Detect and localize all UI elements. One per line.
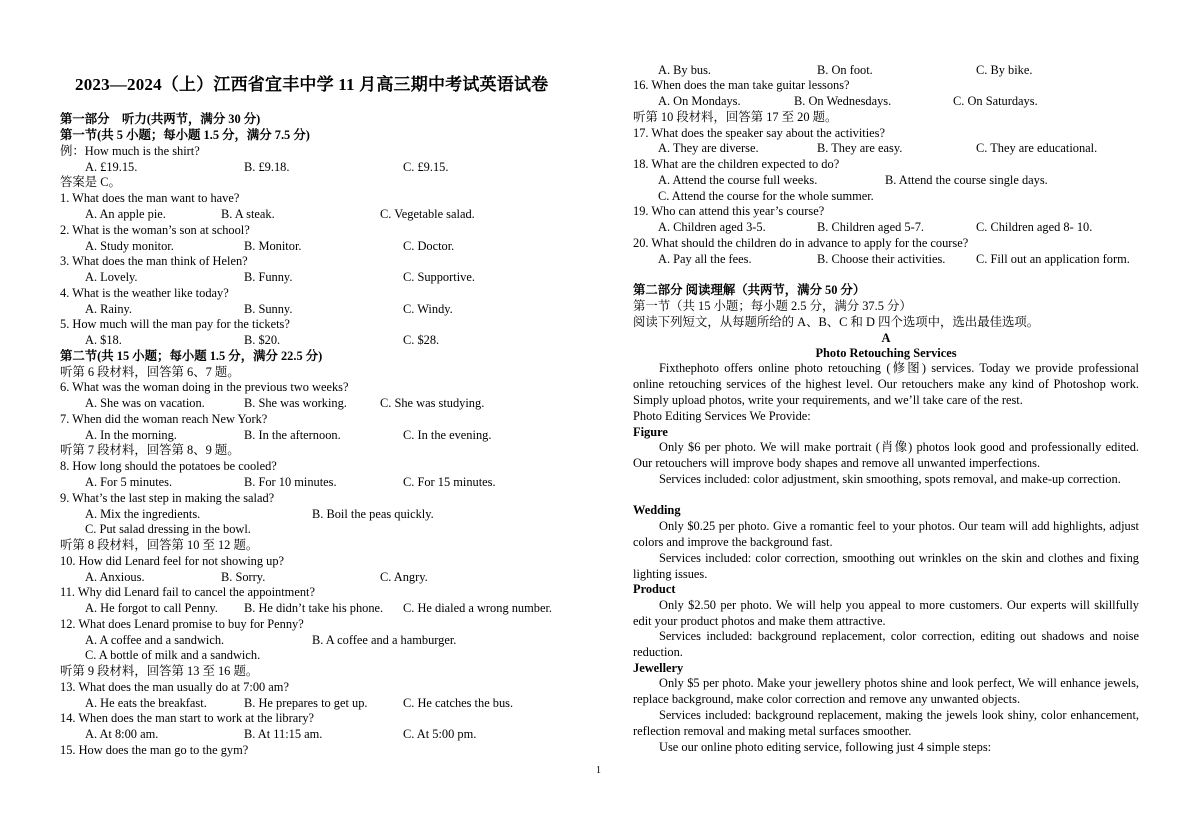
passage-title: Photo Retouching Services bbox=[815, 346, 957, 360]
passage-intro-text: Fixthephoto offers online photo retouching (修图) services. Today we provide professional online retouching services of the highest level. Our retouchers make any kind of Photoshop work. Simply upload photos, write your requirements, and we’ll take care of the rest. bbox=[633, 361, 1139, 407]
option-a: A. For 5 minutes. bbox=[85, 475, 173, 489]
jewellery-paragraph-2-text: Services included: background replacement, making the jewels look shiny, color enhancement, reflection removal and making metal surfaces smoother. bbox=[633, 708, 1139, 738]
option-c: C. Supportive. bbox=[403, 270, 475, 284]
option-b: B. Choose their activities. bbox=[817, 252, 946, 266]
option-c: C. Children aged 8- 10. bbox=[976, 220, 1093, 234]
option-a: A. He eats the breakfast. bbox=[85, 696, 207, 710]
option-c: C. For 15 minutes. bbox=[403, 475, 496, 489]
wedding-heading: Wedding bbox=[633, 503, 681, 517]
option-a: A. Rainy. bbox=[85, 302, 133, 316]
question-11: 11. Why did Lenard fail to cancel the appointment? bbox=[60, 585, 315, 599]
option-b: B. On Wednesdays. bbox=[794, 94, 892, 108]
option-a: A. An apple pie. bbox=[85, 207, 166, 221]
option-a: A. Mix the ingredients. bbox=[85, 507, 201, 521]
wedding-paragraph-2 bbox=[633, 551, 1139, 583]
product-paragraph-2 bbox=[633, 629, 1139, 661]
option-c: C. Doctor. bbox=[403, 239, 455, 253]
jewellery-heading: Jewellery bbox=[633, 661, 684, 675]
figure-heading: Figure bbox=[633, 425, 668, 439]
option-a: A. He forgot to call Penny. bbox=[85, 601, 218, 615]
jewellery-paragraph-1-text: Only $5 per photo. Make your jewellery photos shine and look perfect, We will enhance jewels, replace background, make color correction and remove any unwanted objects. bbox=[633, 676, 1139, 706]
question-17: 17. What does the speaker say about the activities? bbox=[633, 126, 885, 140]
material-9: 听第 9 段材料，回答第 13 至 16 题。 bbox=[60, 664, 259, 678]
question-5: 5. How much will the man pay for the tickets? bbox=[60, 317, 290, 331]
question-4: 4. What is the weather like today? bbox=[60, 286, 229, 300]
option-a: A. Anxious. bbox=[85, 570, 145, 584]
option-b: B. On foot. bbox=[817, 63, 873, 77]
option-b: B. Boil the peas quickly. bbox=[312, 507, 434, 521]
option-b: B. Funny. bbox=[244, 270, 293, 284]
option-a: A. Attend the course full weeks. bbox=[658, 173, 818, 187]
option-c: C. Angry. bbox=[380, 570, 428, 584]
question-2: 2. What is the woman’s son at school? bbox=[60, 223, 250, 237]
option-c: C. At 5:00 pm. bbox=[403, 727, 477, 741]
option-c: C. Windy. bbox=[403, 302, 453, 316]
figure-paragraph-2-text: Services included: color adjustment, skin smoothing, spots removal, and make-up correction. bbox=[659, 472, 1121, 486]
question-8: 8. How long should the potatoes be cooled? bbox=[60, 459, 277, 473]
option-b: B. $20. bbox=[244, 333, 281, 347]
option-c: C. $28. bbox=[403, 333, 440, 347]
part2-section1-heading: 第一节（共 15 小题；每小题 2.5 分，满分 37.5 分） bbox=[633, 299, 912, 313]
option-c: C. In the evening. bbox=[403, 428, 492, 442]
option-b: B. Monitor. bbox=[244, 239, 302, 253]
option-b: B. She was working. bbox=[244, 396, 347, 410]
option-a: A. $18. bbox=[85, 333, 122, 347]
option-b: B. They are easy. bbox=[817, 141, 903, 155]
material-10: 听第 10 段材料，回答第 17 至 20 题。 bbox=[633, 110, 838, 124]
option-c: C. Attend the course for the whole summer. bbox=[658, 189, 874, 203]
material-8: 听第 8 段材料，回答第 10 至 12 题。 bbox=[60, 538, 259, 552]
jewellery-paragraph-2 bbox=[633, 708, 1139, 740]
option-b: B. Sunny. bbox=[244, 302, 293, 316]
wedding-paragraph-1 bbox=[633, 519, 1139, 551]
section2-heading: 第二节(共 15 小题；每小题 1.5 分，满分 22.5 分) bbox=[60, 349, 323, 363]
question-6: 6. What was the woman doing in the previous two weeks? bbox=[60, 380, 349, 394]
option-c: C. She was studying. bbox=[380, 396, 485, 410]
option-a: A. They are diverse. bbox=[658, 141, 759, 155]
option-b: B. At 11:15 am. bbox=[244, 727, 323, 741]
product-paragraph-1-text: Only $2.50 per photo. We will help you appeal to more customers. Our experts will skillfully edit your product photos and make them attractive. bbox=[633, 598, 1139, 628]
question-20: 20. What should the children do in advance to apply for the course? bbox=[633, 236, 969, 250]
services-heading: Photo Editing Services We Provide: bbox=[633, 409, 811, 423]
option-b: B. A steak. bbox=[221, 207, 275, 221]
option-a: A. Study monitor. bbox=[85, 239, 174, 253]
option-b: B. Children aged 5-7. bbox=[817, 220, 925, 234]
option-c: C. He dialed a wrong number. bbox=[403, 601, 552, 615]
figure-paragraph-1-text: Only $6 per photo. We will make portrait (肖像) photos look good and professionally edited. Our retouchers will improve body shapes and remove all unwanted imperfections. bbox=[633, 440, 1139, 470]
jewellery-paragraph-1 bbox=[633, 676, 1139, 708]
option-c: C. Fill out an application form. bbox=[976, 252, 1130, 266]
material-7: 听第 7 段材料，回答第 8、9 题。 bbox=[60, 443, 240, 457]
option-c: C. A bottle of milk and a sandwich. bbox=[85, 648, 261, 662]
option-a: A. £19.15. bbox=[85, 160, 138, 174]
option-c: C. By bike. bbox=[976, 63, 1033, 77]
option-c: C. On Saturdays. bbox=[953, 94, 1038, 108]
passage-intro bbox=[633, 361, 1139, 408]
question-9: 9. What’s the last step in making the salad? bbox=[60, 491, 275, 505]
wedding-paragraph-1-text: Only $0.25 per photo. Give a romantic feel to your photos. Our team will add highlights, adjust colors and improve the background fast. bbox=[633, 519, 1139, 549]
product-heading: Product bbox=[633, 582, 676, 596]
question-15: 15. How does the man go to the gym? bbox=[60, 743, 249, 757]
figure-paragraph-1 bbox=[633, 440, 1139, 472]
option-a: A. Lovely. bbox=[85, 270, 138, 284]
page-title: 2023—2024（上）江西省宜丰中学 11 月高三期中考试英语试卷 bbox=[75, 75, 549, 94]
option-c: C. They are educational. bbox=[976, 141, 1098, 155]
option-b: B. A coffee and a hamburger. bbox=[312, 633, 457, 647]
wedding-paragraph-2-text: Services included: color correction, smoothing out wrinkles on the skin and clothes and fixing lighting issues. bbox=[633, 551, 1139, 581]
product-paragraph-1 bbox=[633, 598, 1139, 630]
question-12: 12. What does Lenard promise to buy for Penny? bbox=[60, 617, 304, 631]
question-10: 10. How did Lenard feel for not showing up? bbox=[60, 554, 285, 568]
product-paragraph-2-text: Services included: background replacement, color correction, editing out shadows and noise reduction. bbox=[633, 629, 1139, 659]
section1-heading: 第一节(共 5 小题；每小题 1.5 分，满分 7.5 分) bbox=[60, 128, 310, 142]
question-19: 19. Who can attend this year’s course? bbox=[633, 204, 825, 218]
option-c: C. He catches the bus. bbox=[403, 696, 514, 710]
option-a: A. A coffee and a sandwich. bbox=[85, 633, 225, 647]
option-b: B. Attend the course single days. bbox=[885, 173, 1048, 187]
option-a: A. In the morning. bbox=[85, 428, 177, 442]
option-a: A. Pay all the fees. bbox=[658, 252, 752, 266]
part1-heading: 第一部分 听力(共两节，满分 30 分) bbox=[60, 112, 261, 126]
option-a: A. By bus. bbox=[658, 63, 712, 77]
option-b: B. Sorry. bbox=[221, 570, 266, 584]
option-a: A. Children aged 3-5. bbox=[658, 220, 766, 234]
part2-heading: 第二部分 阅读理解（共两节，满分 50 分） bbox=[633, 283, 866, 297]
option-a: A. On Mondays. bbox=[658, 94, 741, 108]
option-b: B. In the afternoon. bbox=[244, 428, 341, 442]
option-b: B. He didn’t take his phone. bbox=[244, 601, 384, 615]
steps-line: Use our online photo editing service, following just 4 simple steps: bbox=[659, 740, 992, 754]
part2-instructions: 阅读下列短文，从每题所给的 A、B、C 和 D 四个选项中，选出最佳选项。 bbox=[633, 315, 1040, 329]
option-c: C. Vegetable salad. bbox=[380, 207, 475, 221]
figure-paragraph-2 bbox=[633, 472, 1139, 488]
option-c: C. Put salad dressing in the bowl. bbox=[85, 522, 251, 536]
question-13: 13. What does the man usually do at 7:00 am? bbox=[60, 680, 289, 694]
question-1: 1. What does the man want to have? bbox=[60, 191, 240, 205]
passage-letter: A bbox=[881, 331, 891, 345]
material-6: 听第 6 段材料，回答第 6、7 题。 bbox=[60, 365, 240, 379]
question-7: 7. When did the woman reach New York? bbox=[60, 412, 268, 426]
question-16: 16. When does the man take guitar lessons? bbox=[633, 78, 850, 92]
option-b: B. For 10 minutes. bbox=[244, 475, 337, 489]
question-14: 14. When does the man start to work at the library? bbox=[60, 711, 315, 725]
example-answer: 答案是 C。 bbox=[60, 175, 121, 189]
question-18: 18. What are the children expected to do? bbox=[633, 157, 840, 171]
page-number: 1 bbox=[596, 765, 601, 776]
example-question: 例：How much is the shirt? bbox=[60, 144, 200, 158]
option-c: C. £9.15. bbox=[403, 160, 449, 174]
option-a: A. At 8:00 am. bbox=[85, 727, 159, 741]
option-a: A. She was on vacation. bbox=[85, 396, 205, 410]
question-3: 3. What does the man think of Helen? bbox=[60, 254, 248, 268]
option-b: B. £9.18. bbox=[244, 160, 290, 174]
option-b: B. He prepares to get up. bbox=[244, 696, 368, 710]
